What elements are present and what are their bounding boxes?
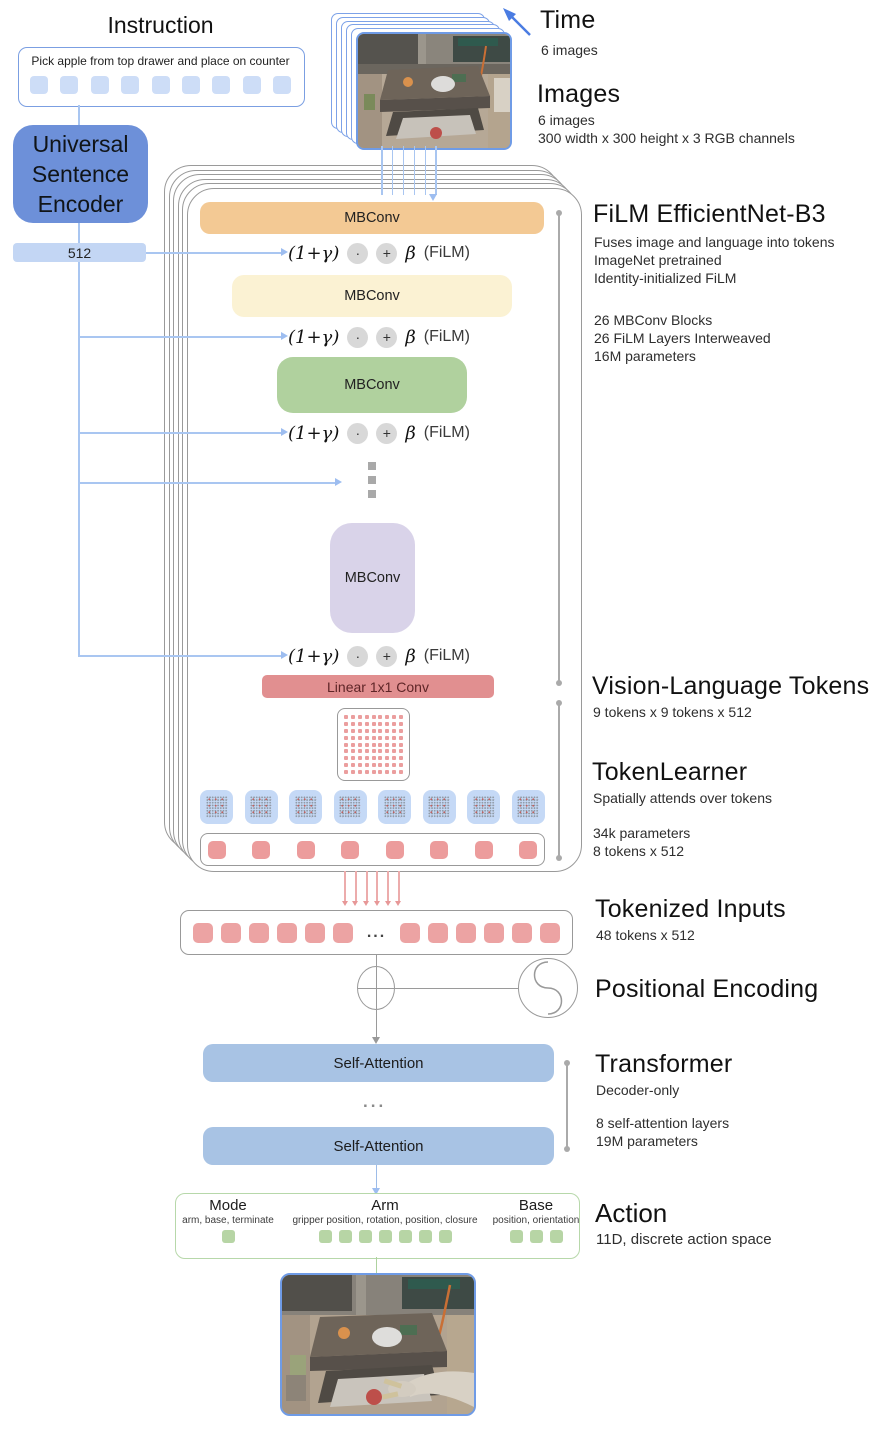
mbconv-block-2 [232, 275, 512, 317]
plus-icon: + [376, 646, 397, 667]
vl-cell [378, 763, 382, 767]
plus-icon: + [376, 243, 397, 264]
tk-sq [484, 923, 504, 943]
vl-cell [392, 729, 396, 733]
vl-cell [372, 763, 376, 767]
film-branch-arrowhead [281, 248, 288, 256]
film-line: Identity-initialized FiLM [594, 270, 737, 286]
instr-sq [91, 76, 109, 94]
vl-cell [372, 743, 376, 747]
vl-cell [365, 756, 369, 760]
action-group-title: Mode [209, 1197, 247, 1214]
self-attention-layer-n [203, 1127, 554, 1165]
tl-box [378, 790, 411, 824]
vl-cell [399, 722, 403, 726]
film-beta: β [405, 422, 416, 444]
vl-cell [385, 770, 389, 774]
pink-sq [252, 841, 270, 859]
vl-cell [365, 722, 369, 726]
green-sq [530, 1230, 543, 1243]
tokenlearner-stat: 34k parameters [593, 825, 691, 841]
instr-sq [152, 76, 170, 94]
vl-cell [399, 763, 403, 767]
image-to-panel-lines [381, 146, 437, 195]
vl-cell [399, 715, 403, 719]
robot-camera-image [356, 32, 512, 150]
vl-tokens-subtitle: 9 tokens x 9 tokens x 512 [593, 704, 752, 720]
vl-cell [372, 722, 376, 726]
tokenlearner-title: TokenLearner [592, 758, 748, 786]
film-layer-n [288, 643, 470, 669]
dotsq [368, 476, 376, 484]
film-suffix: (FiLM) [423, 647, 470, 664]
film-suffix: (FiLM) [423, 424, 470, 441]
vl-cell [385, 749, 389, 753]
vl-cell [392, 722, 396, 726]
tokenlearner-stat: 8 tokens x 512 [593, 843, 685, 859]
tk-sq [428, 923, 448, 943]
film-branch-arrowhead [281, 428, 288, 436]
vl-cell [385, 756, 389, 760]
instruction-token-squares [30, 76, 291, 94]
red-arrow [355, 871, 357, 901]
linear-1x1-conv-bar [262, 675, 494, 698]
tokenized-ellipsis: ... [366, 923, 387, 941]
action-group-detail: position, orientation [492, 1215, 580, 1226]
red-arrow [398, 871, 400, 901]
vl-cell [365, 729, 369, 733]
pink-sq [386, 841, 404, 859]
vl-cell [399, 743, 403, 747]
film-gain: (1+γ) [288, 645, 340, 667]
green-sq [439, 1230, 452, 1243]
img-line [425, 146, 427, 195]
film-layer-2 [288, 324, 470, 350]
film-suffix: (FiLM) [423, 328, 470, 345]
tokenlearner-attention-maps [200, 790, 545, 824]
green-sq [319, 1230, 332, 1243]
green-sq [222, 1230, 235, 1243]
vl-cell [378, 736, 382, 740]
pink-sq [297, 841, 315, 859]
film-beta: β [405, 242, 416, 264]
to-action-line [376, 1165, 378, 1188]
dotsq [368, 490, 376, 498]
vl-cell [351, 729, 355, 733]
film-stat: 16M parameters [594, 348, 696, 364]
tokenlearner-subtitle: Spatially attends over tokens [593, 790, 772, 806]
vl-cell [351, 749, 355, 753]
tk-sq [221, 923, 241, 943]
tl-box [289, 790, 322, 824]
vl-cell [378, 743, 382, 747]
vl-cell [358, 715, 362, 719]
instr-sq [60, 76, 78, 94]
robot-execution-image [280, 1273, 476, 1416]
action-group-base [478, 1197, 594, 1243]
film-branch-line [78, 482, 335, 484]
green-sq [379, 1230, 392, 1243]
film-gain: (1+γ) [288, 326, 340, 348]
vl-cell [372, 736, 376, 740]
action-title: Action [595, 1198, 668, 1228]
vl-cell [372, 729, 376, 733]
vl-cell [358, 763, 362, 767]
add-circle-vline [376, 967, 378, 1009]
vl-cell [351, 743, 355, 747]
pink-sq [208, 841, 226, 859]
tl-box [200, 790, 233, 824]
film-stat: 26 MBConv Blocks [594, 312, 713, 328]
embedding-512-bar [13, 243, 146, 262]
vl-cell [378, 722, 382, 726]
mbconv-block-3 [277, 357, 467, 413]
mbconv-label: MBConv [344, 570, 401, 586]
mbconv-label: MBConv [344, 288, 400, 304]
vl-cell [358, 770, 362, 774]
tk-sq [540, 923, 560, 943]
images-title: Images [537, 80, 621, 108]
img-line [381, 146, 383, 195]
vl-cell [372, 756, 376, 760]
tl-box [512, 790, 545, 824]
vl-cell [351, 722, 355, 726]
img-line [392, 146, 394, 195]
vl-cell [365, 736, 369, 740]
tk-sq [277, 923, 297, 943]
img-line [414, 146, 416, 195]
arm-dim-squares [285, 1230, 485, 1243]
transformer-stat: 8 self-attention layers [596, 1115, 730, 1131]
pink-sq [519, 841, 537, 859]
film-gain: (1+γ) [288, 242, 340, 264]
multiply-icon: · [347, 243, 368, 264]
tokenized-left-group [193, 923, 353, 943]
vl-cell [392, 770, 396, 774]
universal-sentence-encoder-box [13, 125, 148, 223]
tk-sq [193, 923, 213, 943]
film-layer-3 [288, 420, 470, 446]
img-line [403, 146, 405, 195]
vl-cell [372, 715, 376, 719]
vl-cell [358, 743, 362, 747]
film-line: Fuses image and language into tokens [594, 234, 835, 250]
embedding-dim-label: 512 [67, 244, 92, 261]
film-branch-line [78, 432, 281, 434]
film-branch-line [78, 655, 281, 657]
dotsq [368, 462, 376, 470]
kitchen-scene-illustration [358, 34, 510, 148]
tl-box [245, 790, 278, 824]
film-beta: β [405, 326, 416, 348]
transformer-extent-bracket [566, 1063, 568, 1149]
tokenized-subtitle: 48 tokens x 512 [596, 927, 695, 943]
vl-cell [344, 763, 348, 767]
red-arrow [344, 871, 346, 901]
green-sq [399, 1230, 412, 1243]
action-group-title: Arm [371, 1197, 399, 1214]
green-sq [339, 1230, 352, 1243]
vl-cell [365, 749, 369, 753]
transformer-title: Transformer [595, 1050, 733, 1078]
tokenized-inputs-box [180, 910, 573, 955]
vl-cell [351, 770, 355, 774]
vl-cell [385, 729, 389, 733]
plus-icon: + [376, 327, 397, 348]
image-to-panel-arrowhead [429, 194, 437, 201]
vl-cell [385, 763, 389, 767]
film-layer-1 [288, 240, 470, 266]
vl-cell [351, 763, 355, 767]
instr-sq [30, 76, 48, 94]
instr-sq [243, 76, 261, 94]
transformer-stat: 19M parameters [596, 1133, 698, 1149]
vl-cell [351, 756, 355, 760]
tokenized-title: Tokenized Inputs [595, 895, 786, 923]
instr-sq [212, 76, 230, 94]
tokenized-right-group [400, 923, 560, 943]
red-arrow [366, 871, 368, 901]
film-branch-arrowhead [281, 332, 288, 340]
tk-sq [512, 923, 532, 943]
vl-cell [365, 743, 369, 747]
tk-sq [456, 923, 476, 943]
encoder-to-512-line [78, 223, 80, 243]
vl-cell [344, 729, 348, 733]
token-output-arrows [344, 871, 400, 901]
vl-cell [344, 722, 348, 726]
film-feed-vertical-line [78, 262, 80, 657]
vl-cell [372, 770, 376, 774]
pink-sq [341, 841, 359, 859]
tk-sq [333, 923, 353, 943]
flow-line [376, 955, 378, 966]
vl-cell [399, 749, 403, 753]
sine-wave-glyph [518, 958, 578, 1018]
vl-cell [365, 770, 369, 774]
red-arrow [387, 871, 389, 901]
vl-cell [378, 770, 382, 774]
self-attention-layer-1 [203, 1044, 554, 1082]
vl-cell [365, 715, 369, 719]
green-sq [359, 1230, 372, 1243]
vl-cell [385, 736, 389, 740]
self-attention-label: Self-Attention [333, 1137, 424, 1155]
positional-connector-line [395, 988, 518, 990]
multiply-icon: · [347, 423, 368, 444]
tk-sq [249, 923, 269, 943]
vision-language-token-grid-box [337, 708, 410, 781]
vl-cell [385, 715, 389, 719]
mbconv-block-1 [200, 202, 544, 234]
vl-cell [344, 770, 348, 774]
linear-conv-label: Linear 1x1 Conv [327, 678, 429, 695]
film-branch-arrowhead [335, 478, 342, 486]
vl-cell [392, 749, 396, 753]
vl-cell [399, 756, 403, 760]
mode-dim-squares [170, 1230, 286, 1243]
vl-cell [358, 756, 362, 760]
images-dims: 300 width x 300 height x 3 RGB channels [538, 130, 795, 146]
transformer-subtitle: Decoder-only [596, 1082, 680, 1098]
green-sq [419, 1230, 432, 1243]
pink-sq [475, 841, 493, 859]
vl-cell [358, 729, 362, 733]
time-title: Time [540, 6, 596, 34]
images-count: 6 images [538, 112, 595, 128]
action-group-mode [170, 1197, 286, 1243]
vl-cell [351, 736, 355, 740]
transformer-ellipsis: ... [363, 1092, 387, 1111]
vl-cell [344, 736, 348, 740]
instr-sq [273, 76, 291, 94]
green-sq [550, 1230, 563, 1243]
film-branch-line [146, 252, 281, 254]
pink-sq [430, 841, 448, 859]
film-beta: β [405, 645, 416, 667]
mbconv-label: MBConv [344, 210, 400, 226]
vl-cell [378, 756, 382, 760]
film-branch-arrowhead [281, 651, 288, 659]
instr-sq [182, 76, 200, 94]
action-group-title: Base [518, 1197, 554, 1214]
instruction-title: Instruction [107, 12, 214, 38]
tl-box [467, 790, 500, 824]
vl-cell [392, 756, 396, 760]
vl-cell [392, 715, 396, 719]
instruction-text: Pick apple from top drawer and place on counter [31, 54, 290, 68]
film-gain: (1+γ) [288, 422, 340, 444]
vl-tokens-title: Vision-Language Tokens [592, 672, 870, 700]
robot-arm-scene-illustration [282, 1275, 474, 1414]
mbconv-block-n [330, 523, 415, 633]
vl-cell [358, 736, 362, 740]
vl-cell [378, 715, 382, 719]
action-group-detail: gripper position, rotation, position, closure [292, 1215, 478, 1226]
vl-cell [399, 736, 403, 740]
vl-cell [392, 743, 396, 747]
learned-tokens-box [200, 833, 545, 866]
vl-cell [378, 749, 382, 753]
mbconv-ellipsis-dots [368, 462, 376, 504]
vl-cell [358, 722, 362, 726]
vl-cell [351, 715, 355, 719]
film-stat: 26 FiLM Layers Interweaved [594, 330, 771, 346]
vl-cell [399, 770, 403, 774]
img-line [435, 146, 437, 195]
vl-cell [392, 736, 396, 740]
vl-cell [378, 729, 382, 733]
red-arrow [376, 871, 378, 901]
action-group-arm [285, 1197, 485, 1243]
mbconv-label: MBConv [344, 377, 400, 393]
base-dim-squares [478, 1230, 594, 1243]
vl-cell [385, 722, 389, 726]
universal-sentence-encoder-label: Universal Sentence Encoder [31, 131, 130, 217]
tk-sq [305, 923, 325, 943]
vl-cell [344, 749, 348, 753]
vl-cell [399, 729, 403, 733]
self-attention-label: Self-Attention [333, 1054, 424, 1072]
film-branch-line [78, 336, 281, 338]
action-subtitle: 11D, discrete action space [596, 1231, 772, 1248]
film-title: FiLM EfficientNet-B3 [593, 200, 826, 228]
film-line: ImageNet pretrained [594, 252, 722, 268]
multiply-icon: · [347, 646, 368, 667]
time-arrow-icon [500, 6, 536, 38]
vision-language-token-grid [344, 715, 403, 774]
film-suffix: (FiLM) [423, 244, 470, 261]
film-extent-bracket [558, 213, 560, 683]
multiply-icon: · [347, 327, 368, 348]
tk-sq [400, 923, 420, 943]
flow-line [376, 1010, 378, 1037]
action-group-detail: arm, base, terminate [182, 1215, 274, 1226]
vl-cell [344, 743, 348, 747]
time-subtitle: 6 images [541, 42, 598, 58]
vl-cell [372, 749, 376, 753]
vl-cell [392, 763, 396, 767]
vl-cell [358, 749, 362, 753]
tl-box [334, 790, 367, 824]
tokenlearner-extent-bracket [558, 703, 560, 858]
instruction-to-encoder-line [78, 105, 80, 125]
vl-cell [385, 743, 389, 747]
positional-title: Positional Encoding [595, 975, 819, 1003]
flow-arrowhead [372, 1037, 380, 1044]
vl-cell [344, 715, 348, 719]
instr-sq [121, 76, 139, 94]
tl-box [423, 790, 456, 824]
plus-icon: + [376, 423, 397, 444]
green-sq [510, 1230, 523, 1243]
vl-cell [365, 763, 369, 767]
vl-cell [344, 756, 348, 760]
